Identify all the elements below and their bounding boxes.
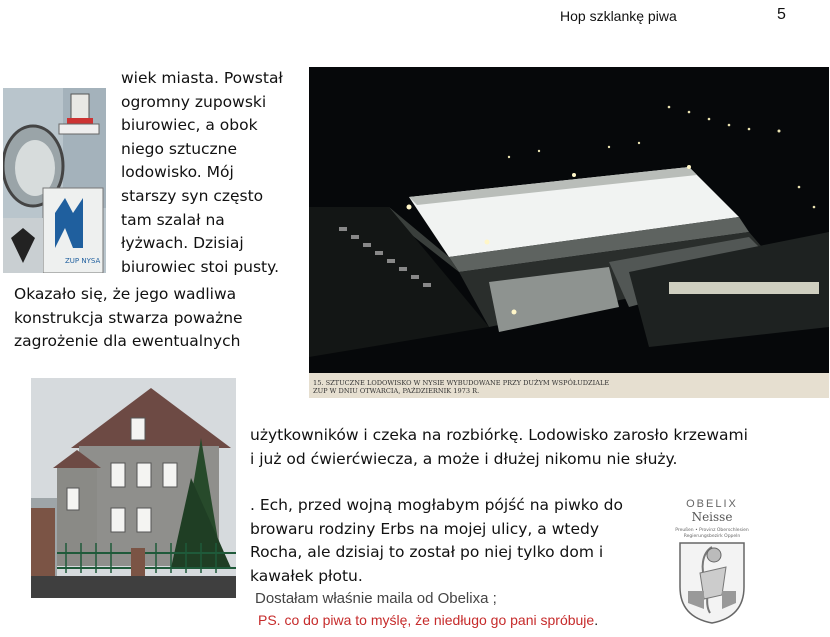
text-line: wiek miasta. Powstał — [121, 69, 283, 87]
stamp-small-2: Regierungsbezirk Oppeln — [683, 534, 741, 539]
postscript-period: . — [594, 612, 599, 628]
stamp-small-1: Preußen • Provinz Oberschlesien — [675, 528, 749, 533]
text-line: zagrożenie dla ewentualnych — [14, 332, 241, 351]
text-line: Okazało się, że jego wadliwa — [14, 285, 237, 303]
caption-line: 15. SZTUCZNE LODOWISKO W NYSIE WYBUDOWANE PRZY DUŻYM WSPÓŁUDZIALE — [313, 379, 610, 387]
text-line: tam szalał na — [121, 210, 225, 229]
text-line: użytkowników i czeka na rozbiórkę. Lodowisko zarosło krzewami — [250, 426, 748, 444]
page-number: 5 — [777, 6, 786, 23]
photo-caption — [313, 379, 823, 395]
text-line: łyżwach. Dzisiaj — [121, 234, 244, 253]
paragraph-2 — [250, 424, 810, 471]
text-line: biurowiec stoi pusty. — [121, 257, 280, 276]
ice-rink-photo — [309, 67, 829, 398]
text-line: . Ech, przed wojną mogłabym pójść na piwko do — [250, 496, 623, 514]
text-line: Rocha, ale dzisiaj to został po niej tylko dom i — [250, 543, 604, 562]
paragraph-1 — [121, 67, 296, 279]
signature-line: Dostałam właśnie maila od Obelixa ; — [255, 590, 497, 607]
text-line: ogromny zupowski — [121, 92, 267, 111]
stamp-subtitle: Neisse — [691, 510, 733, 524]
text-line: konstrukcja stwarza poważne — [14, 308, 243, 327]
paragraph-3 — [250, 494, 640, 588]
obelix-stamp — [664, 495, 760, 625]
text-line: starszy syn często — [121, 186, 264, 205]
tower-photo — [3, 88, 106, 273]
caption-line: ZUP W DNIU OTWARCIA, PAŹDZIERNIK 1973 R. — [313, 387, 480, 395]
text-line: browaru rodziny Erbs na mojej ulicy, a wtedy — [250, 519, 599, 538]
text-line: lodowisko. Mój — [121, 163, 234, 182]
text-line: biurowiec, a obok — [121, 116, 258, 135]
postscript-text: PS. co do piwa to myślę, że niedługo go pani spróbuje — [258, 612, 595, 628]
text-line: kawałek płotu. — [250, 566, 363, 585]
postscript — [258, 612, 598, 628]
paragraph-1-continued — [14, 283, 304, 354]
stamp-title: OBELIX — [686, 498, 738, 510]
page-header-title: Hop szklankę piwa — [560, 8, 677, 24]
text-line: niego sztuczne — [121, 139, 238, 158]
tower-sign-label: ZUP NYSA — [65, 257, 101, 265]
text-line: i już od ćwierćwiecza, a może i dłużej nikomu nie służy. — [250, 449, 678, 468]
house-photo — [31, 378, 236, 598]
